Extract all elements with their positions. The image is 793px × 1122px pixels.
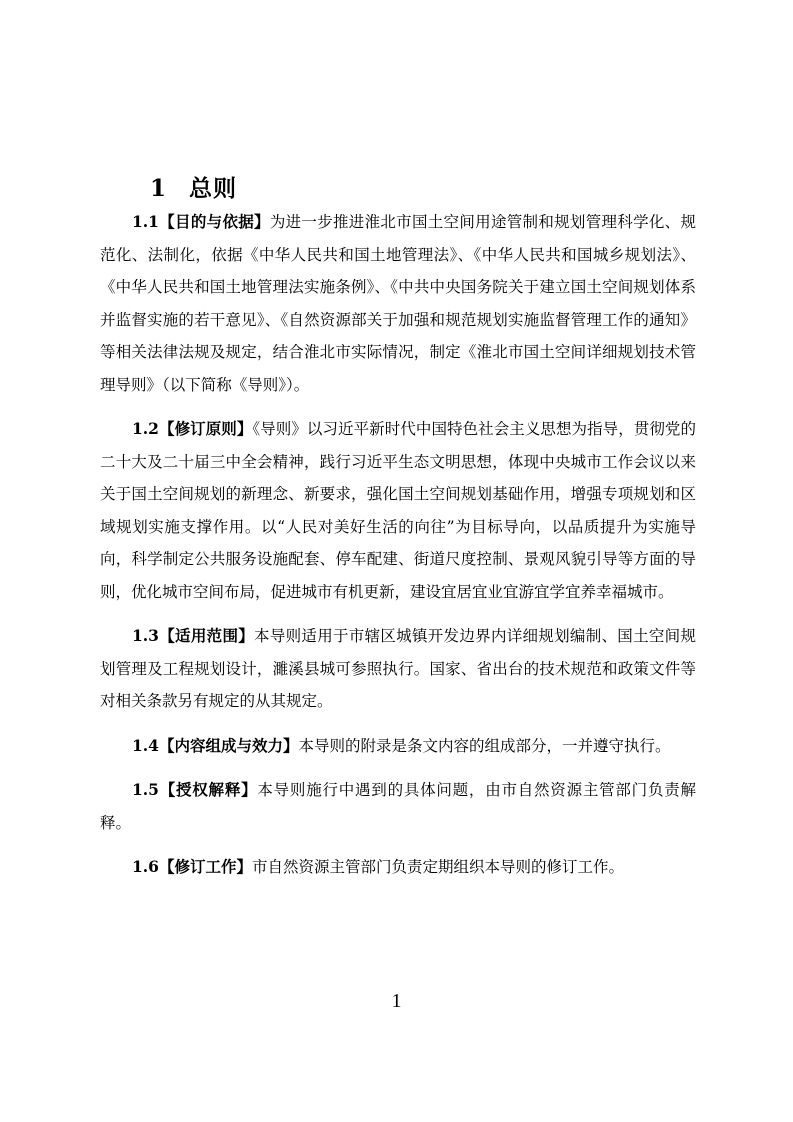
section-label: 【适用范围】 (158, 626, 255, 645)
chapter-number: 1 (150, 175, 168, 202)
section-code: 1.2 (132, 419, 159, 438)
section-label: 【修订原则】 (158, 419, 253, 438)
section-code: 1.1 (132, 212, 159, 231)
section-1-3 (100, 620, 696, 718)
section-1-5 (100, 774, 696, 839)
section-1-2 (100, 413, 696, 608)
section-text: 为进一步推进淮北市国土空间用途管制和规划管理科学化、规范化、法制化，依据《中华人民共和国土地管理法》、《中华人民共和国城乡规划法》、《中华人民共和国土地管理法实施条例》、《中共中央国务院关于建立国土空间规划体系并监督实施的若干意见》、《自然资源部关于加强和规范规划实施监督管理工作的通知》等相关法律法规及规定，结合淮北市实际情况，制定《淮北市国土空间详细规划技术管理导则》（以下简称《导则》）。 (100, 213, 696, 394)
page-number: 1 (391, 990, 402, 1012)
section-text: 本导则的附录是条文内容的组成部分，一并遵守执行。 (298, 736, 671, 755)
section-code: 1.6 (132, 857, 159, 876)
section-1-1 (100, 206, 696, 401)
section-code: 1.3 (132, 626, 159, 645)
section-1-4 (100, 730, 696, 763)
section-text: 《导则》以习近平新时代中国特色社会主义思想为指导，贯彻党的二十大及二十届三中全会精神，践行习近平生态文明思想，体现中央城市工作会议以来关于国土空间规划的新理念、新要求，强化国土空间规划基础作用，增强专项规划和区域规划实施支撑作用。以“人民对美好生活的向往”为目标导向，以品质提升为实施导向，科学制定公共服务设施配套、停车配建、街道尺度控制、景观风貌引导等方面的导则，优化城市空间布局，促进城市有机更新，建设宜居宜业宜游宜学宜养幸福城市。 (100, 420, 696, 601)
chapter-content (100, 206, 696, 896)
section-1-6 (100, 851, 696, 884)
section-code: 1.4 (132, 735, 159, 755)
section-text: 本导则施行中遇到的具体问题，由市自然资源主管部门负责解释。 (100, 781, 696, 832)
section-label: 【目的与依据】 (158, 212, 270, 231)
chapter-title (150, 170, 237, 203)
section-label: 【授权解释】 (158, 780, 258, 799)
section-text: 市自然资源主管部门负责定期组织本导则的修订工作。 (251, 858, 624, 876)
section-label: 【内容组成与效力】 (158, 735, 299, 755)
section-code: 1.5 (132, 780, 159, 799)
section-label: 【修订工作】 (158, 857, 252, 876)
chapter-title-text: 总则 (189, 175, 238, 202)
section-text: 本导则适用于市辖区城镇开发边界内详细规划编制、国土空间规划管理及工程规划设计，濉溪县城可参照执行。国家、省出台的技术规范和政策文件等对相关条款另有规定的从其规定。 (100, 627, 696, 710)
